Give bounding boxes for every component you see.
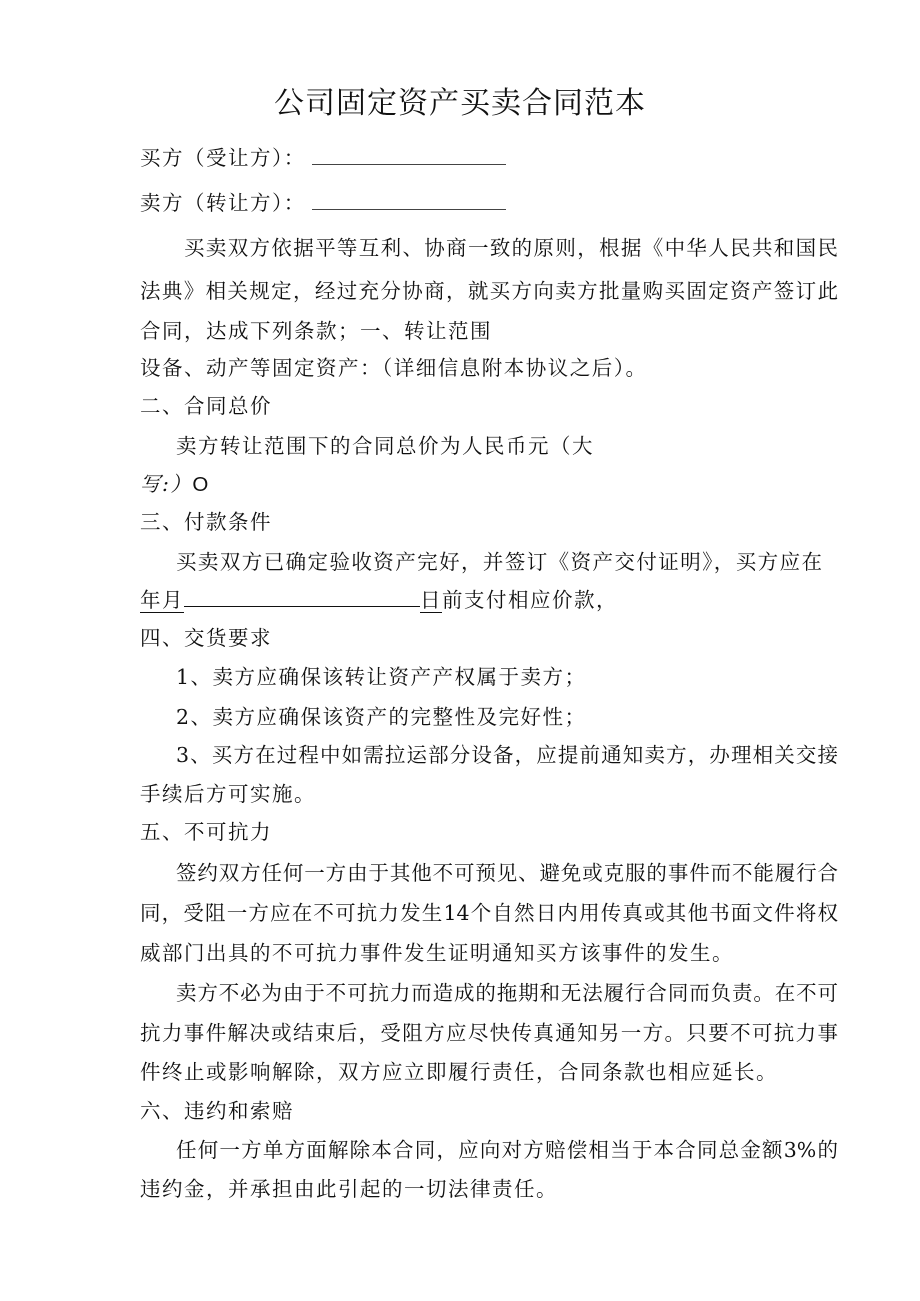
force-majeure-p1-line-1: 签约双方任何一方由于其他不可预见、避免或克服的事件而不能履行合 (176, 861, 838, 885)
force-majeure-p2-line-2: 抗力事件解决或结束后，受阻方应尽快传真通知另一方。只要不可抗力事 (140, 1021, 838, 1045)
delivery-item-3-line-2: 手续后方可实施。 (140, 782, 316, 806)
payment-date-year-month: 年月 (140, 588, 184, 612)
amount-in-words-value: O (192, 473, 210, 496)
force-majeure-p2-line-3: 件终止或影响解除，双方应立即履行责任，合同条款也相应延长。 (140, 1060, 778, 1084)
delivery-item-2: 2、卖方应确保该资产的完整性及完好性； (176, 705, 587, 729)
section-2-heading: 二、合同总价 (140, 394, 272, 418)
amount-in-words-label: 写:） (140, 472, 193, 496)
section-5-heading: 五、不可抗力 (140, 820, 272, 844)
section-2-line-2 (140, 469, 210, 500)
seller-blank[interactable] (312, 189, 506, 210)
buyer-blank[interactable] (312, 144, 506, 165)
force-majeure-p2-line-1: 卖方不必为由于不可抗力而造成的拖期和无法履行合同而负责。在不可 (176, 981, 838, 1005)
section-3-line-2 (140, 585, 618, 615)
section-6-heading: 六、违约和索赔 (140, 1099, 294, 1123)
document-title: 公司固定资产买卖合同范本 (274, 86, 646, 121)
buyer-label: 买方（受让方）： (140, 146, 306, 170)
force-majeure-p1-line-3: 威部门出具的不可抗力事件发生证明通知买方该事件的发生。 (140, 941, 734, 965)
section-3-line-1: 买卖双方已确定验收资产完好，并签订《资产交付证明》，买方应在 (176, 550, 822, 574)
preamble-line-3: 合同，达成下列条款；一、转让范围 (140, 319, 492, 343)
buyer-line (140, 143, 506, 173)
preamble-line-2: 法典》相关规定，经过充分协商，就买方向卖方批量购买固定资产签订此 (140, 279, 838, 303)
breach-line-2: 违约金，并承担由此引起的一切法律责任。 (140, 1177, 558, 1201)
delivery-item-3-line-1: 3、买方在过程中如需拉运部分设备，应提前通知卖方，办理相关交接 (176, 743, 838, 767)
delivery-item-1: 1、卖方应确保该转让资产产权属于卖方； (176, 665, 587, 689)
section-4-heading: 四、交货要求 (140, 626, 272, 650)
seller-line (140, 188, 506, 218)
force-majeure-p1-line-2: 同，受阻一方应在不可抗力发生14个自然日内用传真或其他书面文件将权 (140, 901, 838, 925)
seller-label: 卖方（转让方）： (140, 191, 306, 215)
payment-date-rest: 前支付相应价款， (442, 588, 618, 612)
preamble-line-1: 买卖双方依据平等互利、协商一致的原则，根据《中华人民共和国民 (184, 236, 838, 260)
payment-date-day: 日 (420, 588, 442, 612)
breach-line-1: 任何一方单方面解除本合同，应向对方赔偿相当于本合同总金额3%的 (176, 1138, 838, 1162)
section-2-line-1: 卖方转让范围下的合同总价为人民币元（大 (176, 434, 594, 458)
section-3-heading: 三、付款条件 (140, 510, 272, 534)
payment-date-blank[interactable] (184, 586, 420, 607)
preamble-line-4: 设备、动产等固定资产：（详细信息附本协议之后）。 (140, 356, 648, 380)
